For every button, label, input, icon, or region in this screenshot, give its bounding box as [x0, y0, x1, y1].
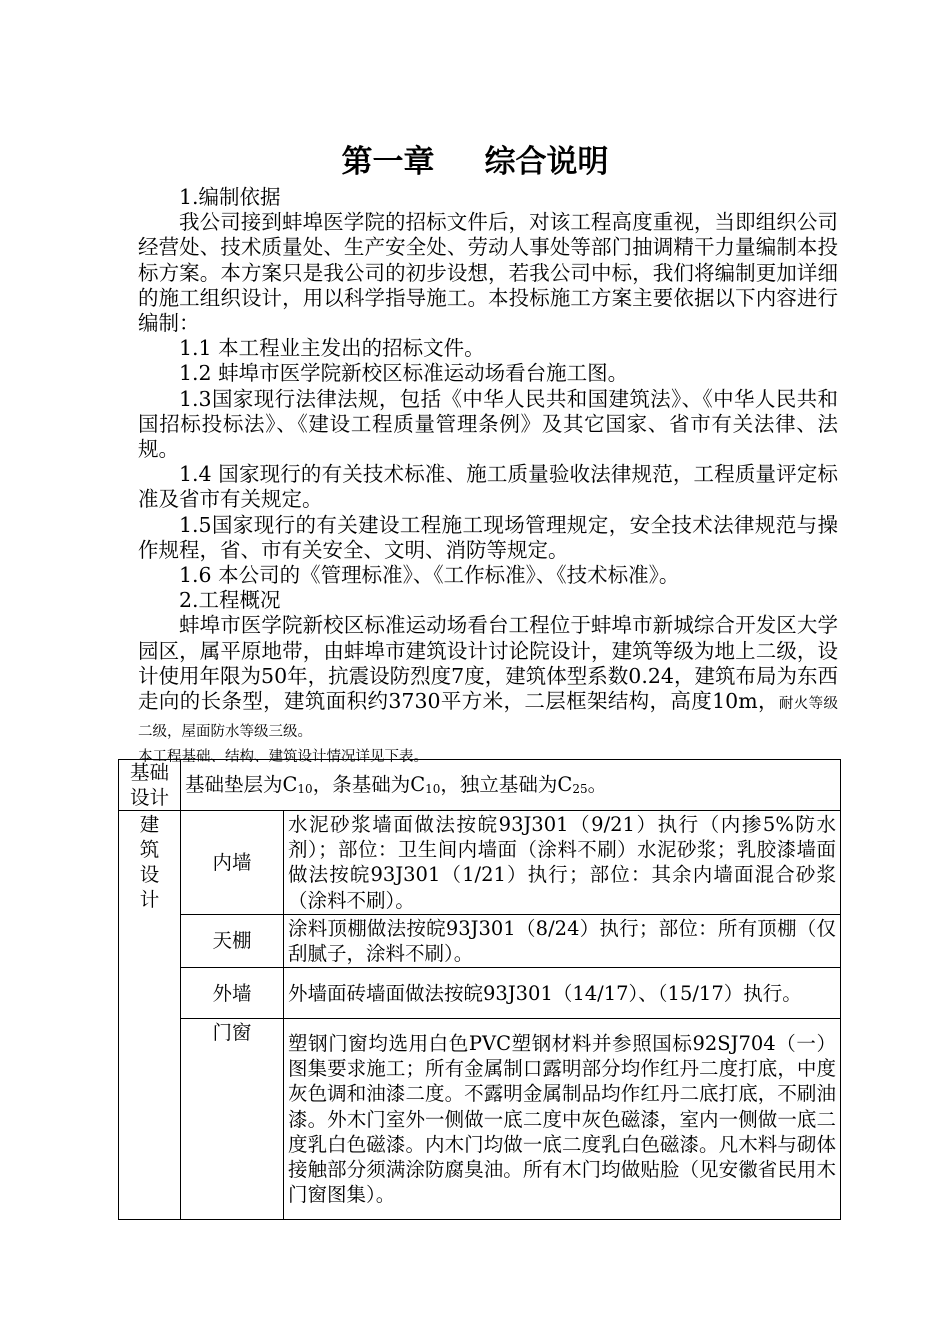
chapter-title: [0, 140, 950, 184]
row-text-interior-wall: 水泥砂浆墙面做法按皖93J301（9/21）执行（内掺5%防水剂）；部位：卫生间内墙面（涂料不刷）水泥砂浆；乳胶漆墙面做法按皖93J301（1/21）执行；部位：其余内墙面混合砂浆（涂料不刷）。: [284, 811, 841, 915]
section-heading-overview: 2.工程概况: [179, 588, 281, 613]
document-body: [138, 185, 838, 771]
paragraph-1-3: 1.3国家现行法律法规，包括《中华人民共和国建筑法》、《中华人民共和国招标投标法》、《建设工程质量管理条例》及其它国家、省市有关法律、法规。: [138, 386, 838, 462]
row-label-doors-windows: 门窗: [181, 1019, 284, 1220]
overview-text: 蚌埠市医学院新校区标准运动场看台工程位于蚌埠市新城综合开发区大学园区，属平原地带，由蚌埠市建筑设计讨论院设计，建筑等级为地上二级，设计使用年限为50年，抗震设防烈度7度，建筑体型系数0.24，建筑布局为东西走向的长条型，建筑面积约3730平方米，二层框架结构，高度10m，: [138, 613, 838, 714]
table-row-exterior-wall: [119, 968, 841, 1019]
paragraph-1-1: 1.1 本工程业主发出的招标文件。: [179, 336, 485, 361]
section-heading-basis: 1.编制依据: [179, 185, 281, 209]
table-row-foundation: [119, 760, 841, 811]
row-label-interior-wall: 内墙: [181, 811, 284, 915]
table-row-interior-wall: [119, 811, 841, 915]
foundation-text: 基础垫层为$C_{10}$，条基础为$C_{10}$，独立基础为$C_{25}$。: [181, 760, 841, 811]
paragraph-1-2: 1.2 蚌埠市医学院新校区标准运动场看台施工图。: [179, 361, 629, 386]
overview-small-tail: 耐火等级二级，屋面防水等级三级。: [138, 696, 838, 741]
design-table: [118, 759, 841, 1220]
table-intro-line: 本工程基础、结构、建筑设计情况详见下表。: [138, 749, 428, 766]
architecture-label: 建筑设计: [119, 811, 181, 1220]
paragraph-1-4: 1.4 国家现行的有关技术标准、施工质量验收法律规范，工程质量评定标准及省市有关规定。: [138, 462, 838, 512]
table-row-ceiling: [119, 914, 841, 967]
row-text-doors-windows: 塑钢门窗均选用白色PVC塑钢材料并参照国标92SJ704（一）图集要求施工；所有金属制口露明部分均作红丹二度打底，中度灰色调和油漆二度。不露明金属制品均作红丹二底打底，不刷油漆。外木门室外一侧做一底二度中灰色磁漆，室内一侧做一底二度乳白色磁漆。内木门均做一底二度乳白色磁漆。凡木料与砌体接触部分须满涂防腐臭油。所有木门均做贴脸（见安徽省民用木门窗图集）。: [284, 1019, 841, 1220]
paragraph-intro: 我公司接到蚌埠医学院的招标文件后，对该工程高度重视，当即组织公司经营处、技术质量处、生产安全处、劳动人事处等部门抽调精干力量编制本投标方案。本方案只是我公司的初步设想，若我公司中标，我们将编制更加详细的施工组织设计，用以科学指导施工。本投标施工方案主要依据以下内容进行编制：: [138, 210, 838, 336]
row-text-ceiling: 涂料顶棚做法按皖93J301（8/24）执行；部位：所有顶棚（仅刮腻子，涂料不刷）。: [284, 914, 841, 967]
foundation-label: 基础设计: [119, 760, 181, 811]
row-label-exterior-wall: 外墙: [181, 968, 284, 1019]
row-label-ceiling: 天棚: [181, 914, 284, 967]
paragraph-1-6: 1.6 本公司的《管理标准》、《工作标准》、《技术标准》。: [179, 563, 680, 588]
chapter-number: 第一章: [341, 144, 435, 180]
paragraph-1-5: 1.5国家现行的有关建设工程施工现场管理规定，安全技术法律规范与操作规程，省、市有关安全、文明、消防等规定。: [138, 512, 838, 562]
table-row-doors-windows: [119, 1019, 841, 1220]
row-text-exterior-wall: 外墙面砖墙面做法按皖93J301（14/17）、（15/17）执行。: [284, 968, 841, 1019]
paragraph-overview: [138, 613, 838, 745]
chapter-name: 综合说明: [484, 144, 609, 180]
